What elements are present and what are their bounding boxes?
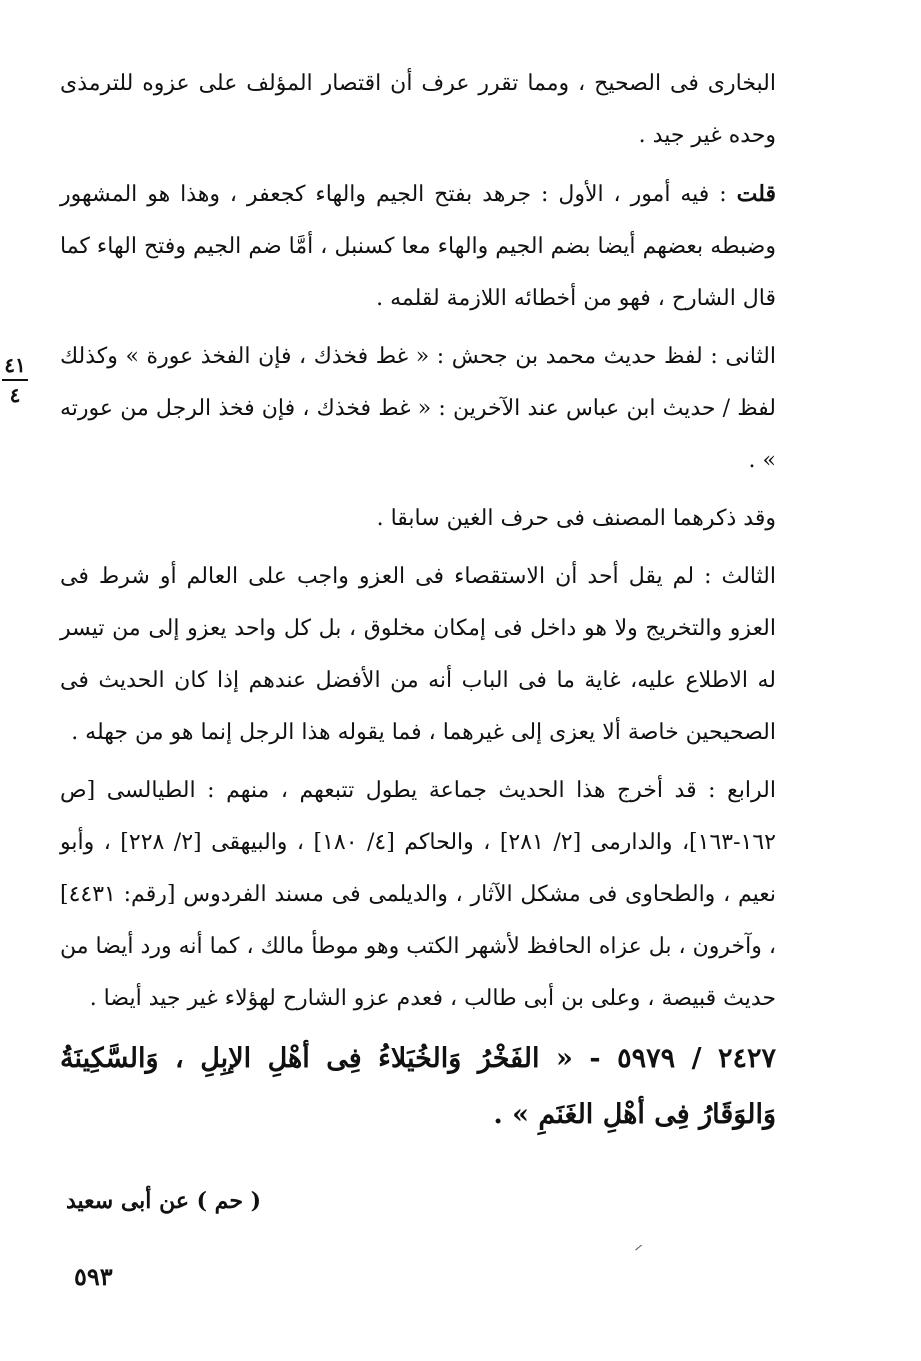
paragraph-4 — [60, 493, 776, 545]
paragraph-2-text: : فيه أمور ، الأول : جرهد بفتح الجيم والهاء كجعفر ، وهذا هو المشهور وضبطه بعضهم أيضا بضم الجيم والهاء معا كسنبل ، أمَّا ضم الجيم وفتح الهاء كما قال الشارح ، فهو من أخطائه اللازمة لقلمه . — [60, 182, 776, 311]
paragraph-3 — [60, 331, 776, 487]
paragraph-2 — [60, 168, 776, 325]
hadith-text: ٢٤٢٧ / ٥٩٧٩ - « الفَخْرُ وَالخُيَلاءُ فِى أهْلِ الإبِلِ ، وَالسَّكِينَةُ وَالوَقَارُ فِى أهْلِ الغَنَمِ » . — [60, 1043, 776, 1130]
hadith-source: ( حم ) عن أبى سعيد — [65, 1188, 261, 1214]
paragraph-5 — [60, 551, 776, 759]
paragraph-3-text: الثانى : لفظ حديث محمد بن جحش : « غط فخذك ، فإن الفخذ عورة » وكذلك لفظ / حديث ابن عباس عند الآخرين : « غط فخذك ، فإن فخذ الرجل من عورته » . — [60, 344, 776, 473]
paragraph-6-text: الرابع : قد أخرج هذا الحديث جماعة يطول تتبعهم ، منهم : الطيالسى [ص ١٦٢-١٦٣]، والدارمى [٢/ ٢٨١] ، والحاكم [٤/ ١٨٠] ، والبيهقى [٢/ ٢٢٨] ، وأبو نعيم ، والطحاوى فى مشكل الآثار ، والديلمى فى مسند الفردوس [رقم: ٤٤٣١] ، وآخرون ، بل عزاه الحافظ لأشهر الكتب وهو موطأ مالك ، كما أنه ورد أيضا من حديث قبيصة ، وعلى بن أبى طالب ، فعدم عزو الشارح لهؤلاء غير جيد أيضا . — [60, 778, 776, 1011]
scan-mark — [630, 1238, 642, 1250]
margin-ref-top: ٤١ — [4, 353, 26, 377]
page-body — [60, 58, 776, 1149]
paragraph-2-lead: قلت — [736, 181, 776, 207]
page-number: ٥٩٣ — [74, 1262, 113, 1291]
margin-page-reference — [2, 354, 28, 406]
margin-ref-bottom: ٤ — [9, 383, 21, 407]
margin-ref-divider — [2, 379, 28, 381]
paragraph-1-text: البخارى فى الصحيح ، ومما تقرر عرف أن اقتصار المؤلف على عزوه للترمذى وحده غير جيد . — [60, 71, 776, 148]
paragraph-1 — [60, 58, 776, 162]
paragraph-5-text: الثالث : لم يقل أحد أن الاستقصاء فى العزو واجب على العالم أو شرط فى العزو والتخريج ولا هو داخل فى إمكان مخلوق ، بل كل واحد يعزو إلى من تيسر له الاطلاع عليه، غاية ما فى الباب أنه من الأفضل عندهم إذا كان الحديث فى الصحيحين خاصة ألا يعزى إلى غيرهما ، فما يقوله هذا الرجل إنما هو من جهله . — [60, 564, 776, 745]
paragraph-4-text: وقد ذكرهما المصنف فى حرف الغين سابقا . — [376, 506, 776, 531]
paragraph-6 — [60, 765, 776, 1025]
